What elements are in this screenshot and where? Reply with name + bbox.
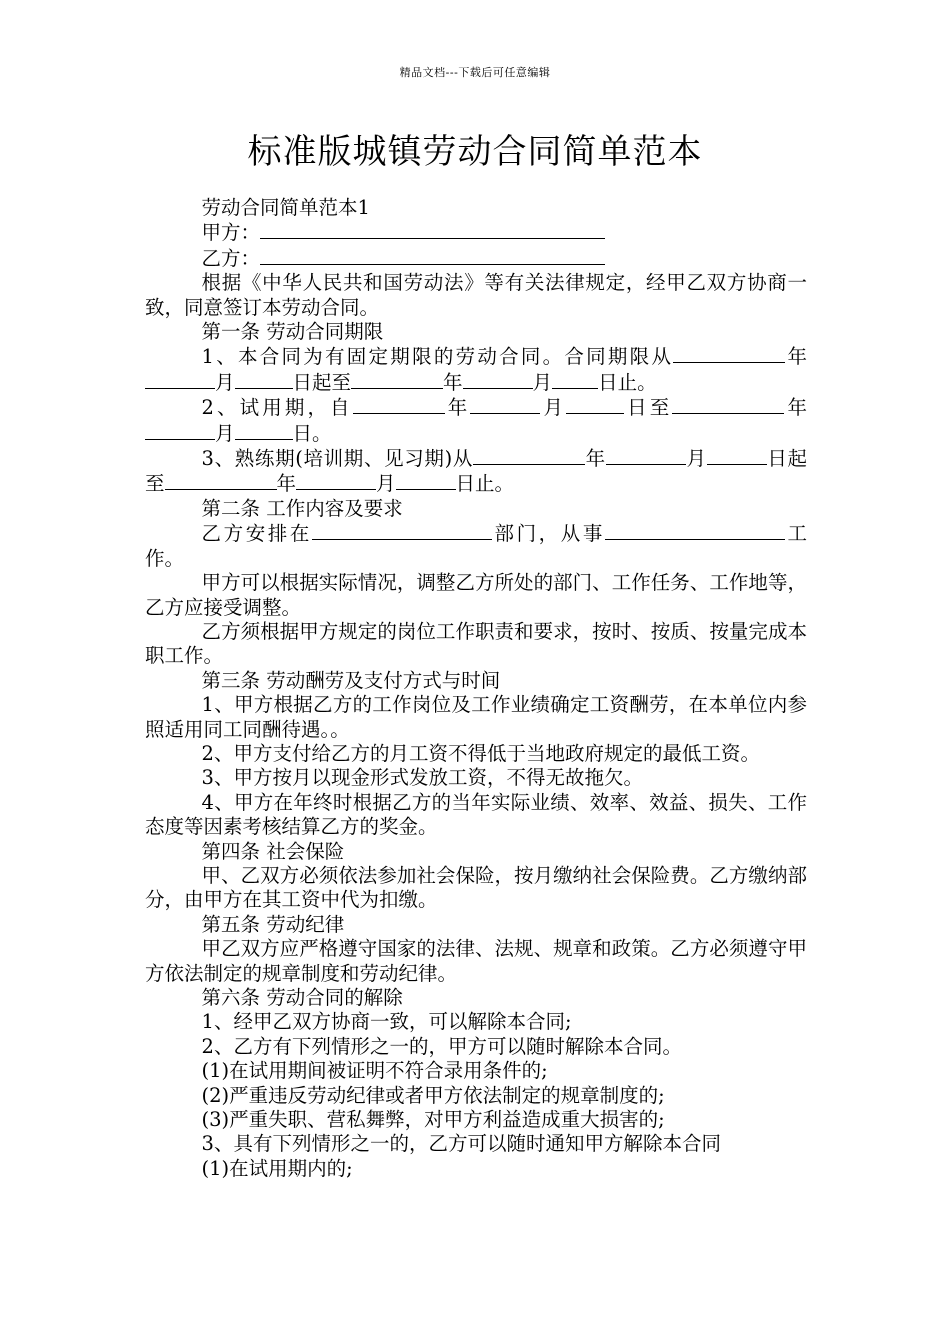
day-label: 日止。: [455, 472, 515, 496]
blank[interactable]: [470, 395, 540, 414]
day-label: 日。: [292, 421, 332, 445]
article-5-heading: 第五条 劳动纪律: [201, 912, 345, 936]
year-label: 年: [784, 396, 807, 420]
party-b-label: 乙方：: [201, 246, 261, 270]
blank[interactable]: [235, 370, 293, 389]
blank[interactable]: [673, 344, 785, 363]
article-6-clause-3: 3、具有下列情形之一的，乙方可以随时通知甲方解除本合同: [201, 1132, 721, 1156]
day-label: 日起至: [292, 370, 352, 394]
job-blank[interactable]: [605, 521, 785, 540]
blank[interactable]: [145, 421, 215, 440]
article-4-paragraph: 甲、乙双方必须依法参加社会保险，按月缴纳社会保险费。乙方缴纳部分，由甲方在其工资中代为扣缴。: [145, 863, 807, 912]
clause-text: 工作。: [145, 522, 807, 570]
contract-subtitle: 劳动合同简单范本1: [201, 196, 370, 219]
document-body: [145, 196, 807, 1181]
article-3-clause-1: 1、甲方根据乙方的工作岗位及工作业绩确定工资酬劳，在本单位内参照适用同工同酬待遇。。: [145, 693, 807, 741]
clause-text: 乙方安排在: [201, 522, 312, 546]
party-a-label: 甲方：: [201, 221, 261, 245]
party-b-blank[interactable]: [260, 246, 605, 265]
blank[interactable]: [672, 395, 784, 414]
blank[interactable]: [145, 370, 215, 389]
article-6-clause-2-item-1: (1)在试用期间被证明不符合录用条件的;: [201, 1059, 548, 1083]
article-2-heading: 第二条 工作内容及要求: [201, 496, 403, 520]
article-3-heading: 第三条 劳动酬劳及支付方式与时间: [201, 668, 501, 692]
blank[interactable]: [552, 370, 598, 389]
article-3-clause-4: 4、甲方在年终时根据乙方的当年实际业绩、效率、效益、损失、工作态度等因素考核结算乙方的奖金。: [145, 790, 807, 839]
year-label: 年: [785, 345, 807, 369]
article-6-clause-2-item-2: (2)严重违反劳动纪律或者甲方依法制定的规章制度的;: [201, 1083, 665, 1107]
party-a-blank[interactable]: [260, 220, 605, 239]
month-label: 月: [215, 370, 235, 394]
article-2-clause-3: 乙方须根据甲方规定的岗位工作职责和要求，按时、按质、按量完成本职工作。: [145, 619, 807, 668]
blank[interactable]: [296, 471, 376, 490]
blank[interactable]: [165, 471, 277, 490]
blank[interactable]: [463, 370, 533, 389]
month-label: 月: [215, 421, 235, 445]
blank[interactable]: [396, 471, 456, 490]
article-1-clause-1: [145, 344, 807, 395]
blank[interactable]: [707, 446, 767, 465]
article-1-clause-3: [145, 446, 807, 497]
article-2-clause-1: [145, 521, 807, 571]
month-label: 月: [540, 396, 567, 420]
article-6-clause-2: 2、乙方有下列情形之一的，甲方可以随时解除本合同。: [201, 1034, 682, 1058]
article-3-clause-3: 3、甲方按月以现金形式发放工资，不得无故拖欠。: [201, 766, 643, 790]
day-label: 日起至: [145, 447, 807, 496]
day-label: 日止。: [598, 370, 657, 394]
blank[interactable]: [351, 370, 443, 389]
article-2-clause-2: 甲方可以根据实际情况，调整乙方所处的部门、工作任务、工作地等，乙方应接受调整。: [145, 571, 807, 619]
document-title: 标准版城镇劳动合同简单范本: [247, 132, 703, 172]
year-label: 年: [443, 370, 463, 394]
article-1-heading: 第一条 劳动合同期限: [201, 320, 384, 344]
party-b-line: [145, 246, 807, 271]
year-label: 年: [585, 447, 606, 471]
blank[interactable]: [353, 395, 445, 414]
blank[interactable]: [566, 395, 624, 414]
month-label: 月: [532, 370, 553, 394]
article-6-clause-2-item-3: (3)严重失职、营私舞弊，对甲方利益造成重大损害的;: [201, 1108, 665, 1132]
year-label: 年: [276, 472, 297, 496]
article-4-heading: 第四条 社会保险: [201, 839, 345, 863]
year-label: 年: [444, 396, 471, 420]
month-label: 月: [685, 447, 707, 471]
blank[interactable]: [235, 421, 293, 440]
article-6-clause-3-item-1: (1)在试用期内的;: [201, 1156, 353, 1180]
article-5-paragraph: 甲乙双方应严格遵守国家的法律、法规、规章和政策。乙方必须遵守甲方依法制定的规章制度和劳动纪律。: [145, 937, 807, 985]
clause-text: 3、熟练期(培训期、见习期)从: [201, 447, 474, 471]
blank[interactable]: [473, 446, 585, 465]
article-6-heading: 第六条 劳动合同的解除: [201, 986, 403, 1009]
blank[interactable]: [606, 446, 686, 465]
article-3-clause-2: 2、甲方支付给乙方的月工资不得低于当地政府规定的最低工资。: [201, 741, 760, 765]
article-6-clause-1: 1、经甲乙双方协商一致，可以解除本合同;: [201, 1010, 572, 1034]
clause-text: 2、试用期，自: [201, 396, 353, 420]
clause-text: 1、本合同为有固定期限的劳动合同。合同期限从: [201, 345, 674, 369]
department-blank[interactable]: [312, 521, 492, 540]
party-a-line: [145, 220, 807, 245]
day-label: 日至: [624, 396, 673, 420]
clause-text: 部门，从事: [491, 522, 605, 546]
page-header: 精品文档---下载后可任意编辑: [399, 66, 551, 79]
intro-paragraph: 根据《中华人民共和国劳动法》等有关法律规定，经甲乙双方协商一致，同意签订本劳动合同。: [145, 271, 807, 319]
article-1-clause-2: [145, 395, 807, 446]
month-label: 月: [376, 472, 396, 496]
